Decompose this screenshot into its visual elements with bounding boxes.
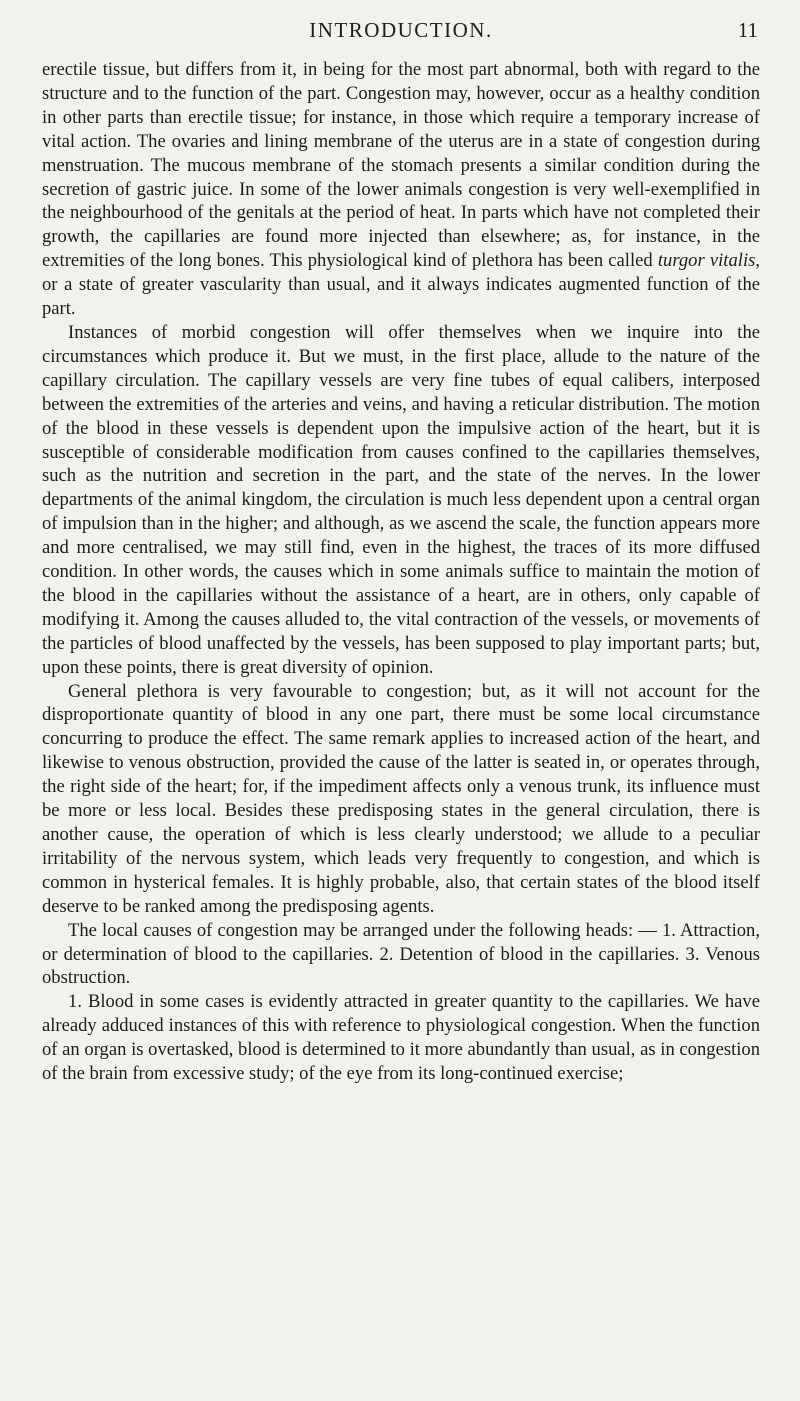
page-number: 11 — [737, 18, 758, 42]
paragraph-text: General plethora is very favourable to congestion; but, as it will not account for the disproportionate quantity of blood in any one part, there must be some local circumstance concurring to produce the effect. The same remark applies to increased action of the heart, and likewise to venous obstruction, provided the cause of the latter is seated in, or operates through, the right side of the heart; for, if the impediment affects only a venous trunk, its influence must be more or less local. Besides these predisposing states in the general circulation, there is another cause, the operation of which is less clearly understood; we allude to a peculiar irritability of the nervous system, which leads very frequently to congestion, and which is common in hysterical females. It is highly probable, also, that certain states of the blood itself deserve to be ranked among the predisposing agents. — [42, 680, 760, 917]
paragraph-text: Instances of morbid congestion will offer themselves when we inquire into the circumstances which produce it. But we must, in the first place, allude to the nature of the capillary circulation. The capillary vessels are very fine tubes of equal calibers, interposed between the extremities of the arteries and veins, and having a reticular distribution. The motion of the blood in these vessels is dependent upon the impulsive action of the heart, but it is susceptible of considerable modification from causes confined to the capillaries themselves, such as the nutrition and secretion in the part, and the state of the nerves. In the lower departments of the animal kingdom, the circulation is much less dependent upon a central organ of impulsion than in the higher; and although, as we ascend the scale, the function appears more and more centralised, we may still find, even in the highest, the traces of its more diffused condition. In other words, the causes which in some animals suffice to maintain the motion of the blood in the capillaries without the assistance of a heart, are in others, only capable of modifying it. Among the causes alluded to, the vital contraction of the vessels, or movements of the particles of blood unaffected by the vessels, has been supposed to play important parts; but, upon these points, there is great diversity of opinion. — [42, 321, 760, 678]
paragraph — [42, 321, 760, 680]
paragraph-text: The local causes of congestion may be arranged under the following heads: — 1. Attraction, or determination of blood to the capillaries. 2. Detention of blood in the capillaries. 3. Venous obstruction. — [42, 919, 760, 989]
paragraph — [42, 680, 760, 919]
page-title: INTRODUCTION. — [309, 18, 493, 42]
paragraph — [42, 990, 760, 1086]
paragraph-text: , or a state of greater vascularity than usual, and it always indicates augmented function of the part. — [42, 250, 760, 320]
paragraph — [42, 919, 760, 991]
body-text — [42, 58, 760, 1086]
italic-term: turgor vitalis — [657, 250, 756, 272]
running-head — [42, 10, 760, 50]
paragraph-text: erectile tissue, but differs from it, in being for the most part abnormal, both with regard to the structure and to the function of the part. Congestion may, however, occur as a healthy condition in other parts than erectile tissue; for instance, in those which require a temporary increase of vital action. The ovaries and lining membrane of the uterus are in a state of congestion during menstruation. The mucous membrane of the stomach presents a similar condition during the secretion of gastric juice. In some of the lower animals congestion is very well-exemplified in the neighbourhood of the genitals at the period of heat. In parts which have not completed their growth, the capillaries are found more injected than elsewhere; as, for instance, in the extremities of the long bones. This physiological kind of plethora has been called — [42, 59, 760, 272]
paragraph-text: 1. Blood in some cases is evidently attracted in greater quantity to the capillaries. We have already adduced instances of this with reference to physiological congestion. When the function of an organ is overtasked, blood is determined to it more abundantly than usual, as in congestion of the brain from excessive study; of the eye from its long-continued exercise; — [42, 991, 760, 1085]
paragraph — [42, 58, 760, 321]
